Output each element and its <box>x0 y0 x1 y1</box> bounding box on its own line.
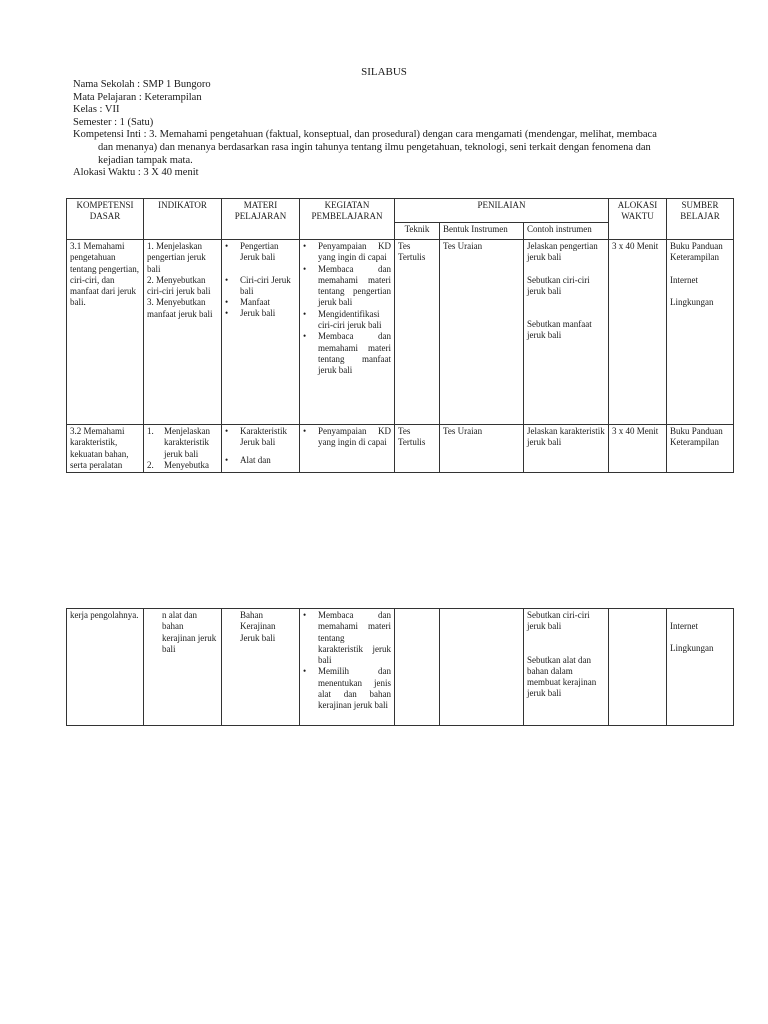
list-item: • Penyampaian KD yang ingin di capai <box>303 241 391 264</box>
list-item: 3. Menyebutkan manfaat jeruk bali <box>147 297 213 319</box>
list-item: • Jeruk bali <box>225 308 296 319</box>
time-allocation: Alokasi Waktu : 3 X 40 menit <box>73 167 199 179</box>
list-item: • Manfaat <box>225 297 296 308</box>
list-item: • Penyampaian KD yang ingin di capai <box>303 426 391 449</box>
syllabus-table-continued <box>66 608 734 726</box>
list-item: Sebutkan manfaat jeruk bali <box>527 319 592 341</box>
sumber-cell <box>667 240 734 425</box>
list-item: • Membaca dan memahami materi tentang karakteristik jeruk bali <box>303 610 391 666</box>
header-alokasi: ALOKASI WAKTU <box>609 199 667 240</box>
list-item: Sebutkan alat dan bahan dalam membuat kerajinan jeruk bali <box>527 654 597 699</box>
header-sumber: SUMBER BELAJAR <box>667 199 734 240</box>
contoh-cell <box>524 609 609 726</box>
syllabus-table <box>66 198 734 473</box>
indikator-cell: n alat dan bahan kerajinan jeruk bali <box>144 609 222 726</box>
list-item: • Memilih dan menentukan jenis alat dan bahan kerajinan jeruk bali <box>303 666 391 711</box>
list-item: Jelaskan pengertian jeruk bali <box>527 241 598 263</box>
alokasi-cell: 3 x 40 Menit <box>609 425 667 473</box>
list-item: 2. Menyebutka <box>147 459 209 470</box>
list-item: • Membaca dan memahami materi tentang manfaat jeruk bali <box>303 331 391 376</box>
list-item: 2. Menyebutkan ciri-ciri jeruk bali <box>147 274 211 297</box>
header-kompetensi-dasar: KOMPETENSI DASAR <box>67 199 144 240</box>
sumber-cell <box>667 609 734 726</box>
list-item: 1. Menjelaskan pengertian jeruk bali <box>147 241 206 274</box>
bentuk-cell: Tes Uraian <box>440 240 524 425</box>
table-row <box>67 425 734 473</box>
subject: Mata Pelajaran : Keterampilan <box>73 91 202 103</box>
document-title: SILABUS <box>361 66 407 78</box>
kd-cell: kerja pengolahnya. <box>67 609 144 726</box>
teknik-cell <box>395 609 440 726</box>
core-competence-line1: Kompetensi Inti : 3. Memahami pengetahuan (faktual, konseptual, dan prosedural) dengan cara mengamati (mendengar, melihat, membaca <box>73 129 657 141</box>
list-item: Buku Panduan Keterampilan <box>670 241 723 263</box>
teknik-cell: Tes Tertulis <box>395 425 440 473</box>
indikator-cell <box>144 425 222 473</box>
list-item: • Alat dan <box>225 455 296 466</box>
sumber-cell: Buku Panduan Keterampilan <box>667 425 734 473</box>
table-row <box>67 240 734 425</box>
list-item: Lingkungan <box>670 296 714 307</box>
header-penilaian: PENILAIAN <box>395 199 609 223</box>
kegiatan-cell <box>300 609 395 726</box>
list-item: • Ciri-ciri Jeruk bali <box>225 275 296 298</box>
syllabus-info <box>73 79 713 180</box>
class: Kelas : VII <box>73 104 120 116</box>
materi-cell <box>222 425 300 473</box>
kd-cell: 3.1 Memahami pengetahuan tentang pengertian, ciri-ciri, dan manfaat dari jeruk bali. <box>67 240 144 425</box>
list-item: Sebutkan ciri-ciri jeruk bali <box>527 274 590 296</box>
contoh-cell <box>524 240 609 425</box>
materi-cell <box>222 240 300 425</box>
list-item: • Pengertian Jeruk bali <box>225 241 296 264</box>
school-name: Nama Sekolah : SMP 1 Bungoro <box>73 79 211 90</box>
bentuk-cell: Tes Uraian <box>440 425 524 473</box>
indikator-cell <box>144 240 222 425</box>
core-competence-line2: dan menanya) dan menanya berdasarkan rasa ingin tahunya tentang ilmu pengetahuan, teknologi, seni terkait dengan fenomena dan <box>98 141 651 153</box>
list-item: • Mengidentifikasi ciri-ciri jeruk bali <box>303 309 391 332</box>
header-materi: MATERI PELAJARAN <box>222 199 300 240</box>
kegiatan-cell <box>300 425 395 473</box>
alokasi-cell <box>609 609 667 726</box>
materi-cell: Bahan Kerajinan Jeruk bali <box>222 609 300 726</box>
core-competence-line3: kejadian tampak mata. <box>98 154 193 166</box>
list-item: 1. Menjelaskan karakteristik jeruk bali <box>147 426 210 459</box>
header-contoh: Contoh instrumen <box>524 223 609 240</box>
list-item: • Membaca dan memahami materi tentang pengertian jeruk bali <box>303 264 391 309</box>
header-indikator: INDIKATOR <box>144 199 222 240</box>
header-bentuk: Bentuk Instrumen <box>440 223 524 240</box>
header-teknik: Teknik <box>395 223 440 240</box>
table-row <box>67 609 734 726</box>
alokasi-cell: 3 x 40 Menit <box>609 240 667 425</box>
list-item: Lingkungan <box>670 643 714 654</box>
list-item: • Karakteristik Jeruk bali <box>225 426 296 449</box>
bentuk-cell <box>440 609 524 726</box>
kd-cell: 3.2 Memahami karakteristik, kekuatan bahan, serta peralatan <box>67 425 144 473</box>
list-item: Internet <box>670 621 698 631</box>
list-item: Sebutkan ciri-ciri jeruk bali <box>527 610 590 632</box>
teknik-cell: Tes Tertulis <box>395 240 440 425</box>
contoh-cell: Jelaskan karakteristik jeruk bali <box>524 425 609 473</box>
header-kegiatan: KEGIATAN PEMBELAJARAN <box>300 199 395 240</box>
list-item: Internet <box>670 274 698 285</box>
semester: Semester : 1 (Satu) <box>73 116 154 128</box>
kegiatan-cell <box>300 240 395 425</box>
